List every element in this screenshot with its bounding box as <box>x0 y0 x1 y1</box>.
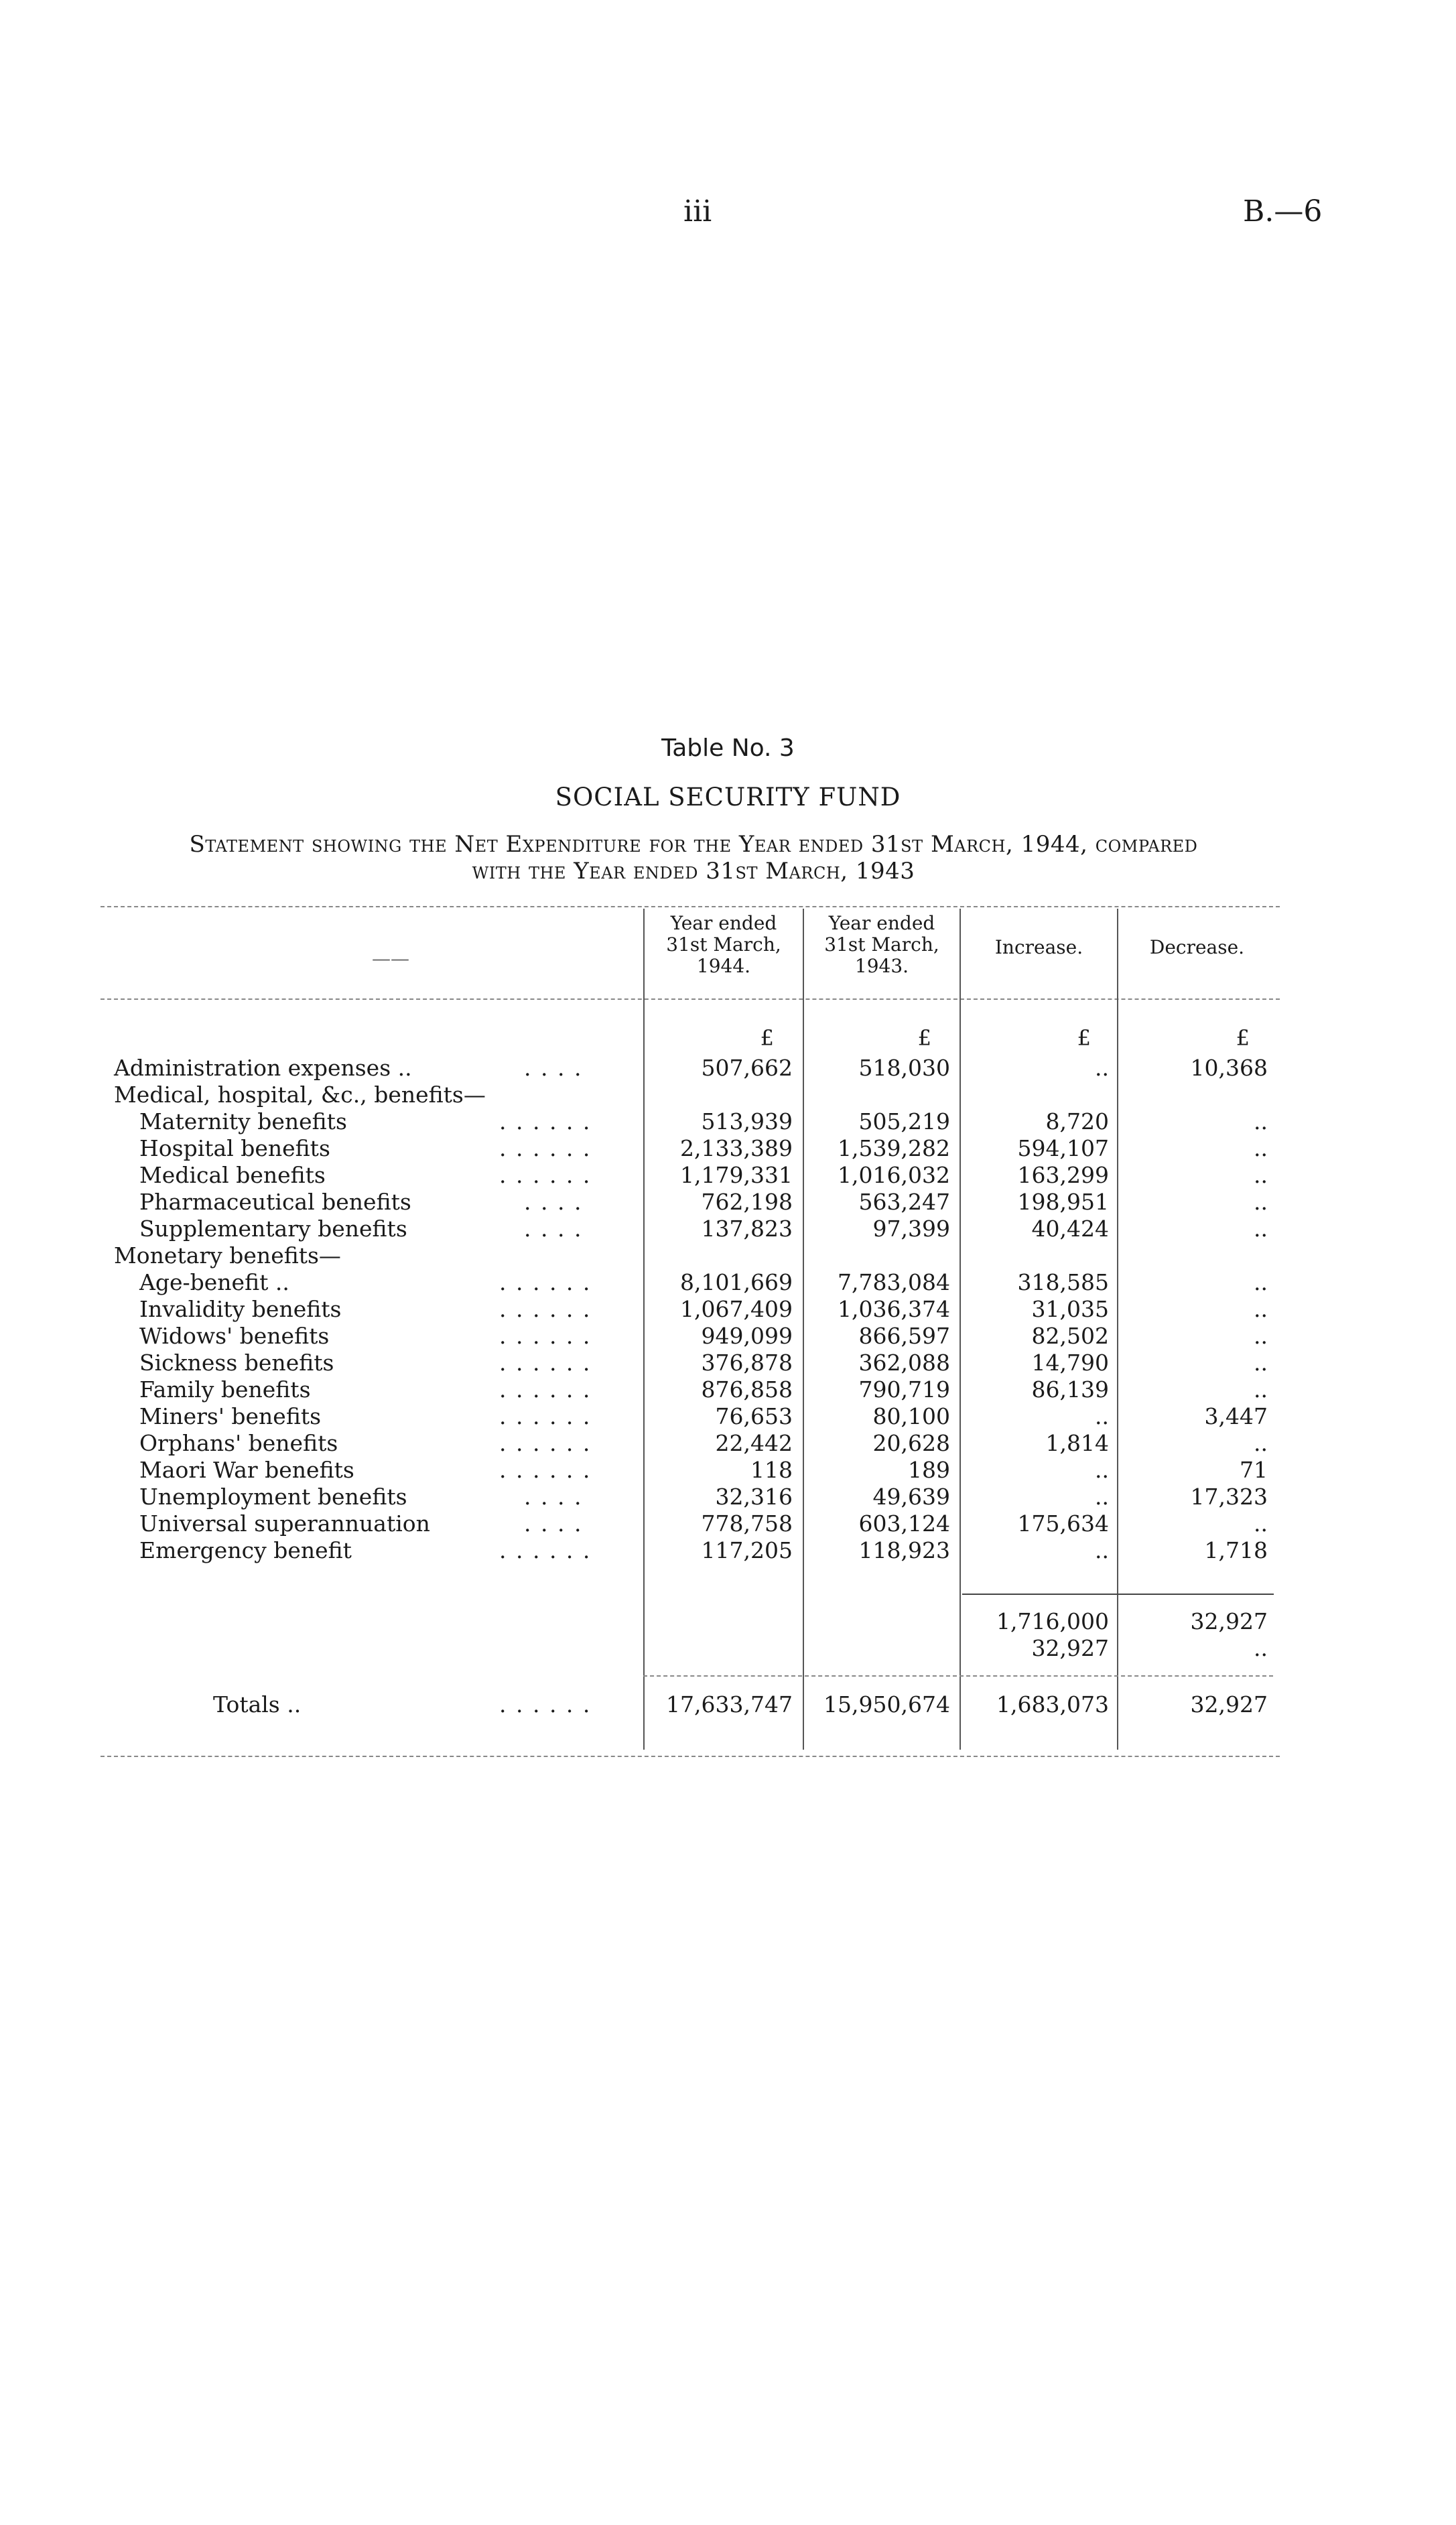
cell-increase: 594,107 <box>1017 1135 1109 1161</box>
cell-decrease: 3,447 <box>1204 1403 1268 1429</box>
statement-heading <box>101 831 1286 885</box>
table-label: Table No. 3 <box>661 734 795 762</box>
cell-1943: 20,628 <box>872 1430 950 1456</box>
cell-1943: 866,597 <box>858 1323 950 1349</box>
cell-1944: 949,099 <box>701 1323 793 1349</box>
fund-title: SOCIAL SECURITY FUND <box>555 783 901 812</box>
cell-1944: 8,101,669 <box>680 1269 793 1295</box>
cell-decrease: .. <box>1254 1216 1268 1242</box>
unit-pound: £ <box>760 1025 774 1051</box>
page-number: iii <box>683 194 712 229</box>
cell-1943: 7,783,084 <box>838 1269 950 1295</box>
row-label: Orphans' benefits <box>139 1430 338 1456</box>
cell-decrease: .. <box>1254 1510 1268 1537</box>
dot-leader: . . . . . . <box>499 1376 592 1403</box>
cell-increase: .. <box>1095 1403 1109 1429</box>
unit-pound: £ <box>1236 1025 1250 1051</box>
table-top-rule <box>101 906 1280 907</box>
cell-1944: 778,758 <box>701 1510 793 1537</box>
cell-increase: .. <box>1095 1055 1109 1081</box>
unit-pound: £ <box>1077 1025 1091 1051</box>
cell-increase: 318,585 <box>1017 1269 1109 1295</box>
dot-leader: . . . . . . <box>499 1457 592 1483</box>
cell-increase: 40,424 <box>1031 1216 1109 1242</box>
cell-increase: .. <box>1095 1457 1109 1483</box>
cell-increase: 14,790 <box>1031 1350 1109 1376</box>
cell-decrease: .. <box>1254 1430 1268 1456</box>
column-header-decrease: Decrease. <box>1149 936 1245 958</box>
cell-increase: 175,634 <box>1017 1510 1109 1537</box>
cell-1943: 790,719 <box>858 1376 950 1403</box>
row-label: Family benefits <box>139 1376 311 1403</box>
column-header-increase: Increase. <box>994 936 1083 958</box>
header-bottom-rule <box>101 998 1280 1000</box>
row-label: Hospital benefits <box>139 1135 330 1161</box>
cell-1944: 117,205 <box>701 1537 793 1563</box>
row-label: Supplementary benefits <box>139 1216 407 1242</box>
cell-1943: 505,219 <box>858 1108 950 1135</box>
blank-column-header: —— <box>372 948 409 970</box>
dot-leader: . . . . <box>524 1484 583 1510</box>
dot-leader: . . . . . . <box>499 1430 592 1456</box>
cell-decrease: .. <box>1254 1376 1268 1403</box>
cell-1943: 189 <box>908 1457 950 1483</box>
dot-leader: . . . . . . <box>499 1691 592 1718</box>
dot-leader: . . . . . . <box>499 1350 592 1376</box>
row-label: Miners' benefits <box>139 1403 322 1429</box>
dot-leader: . . . . . . <box>499 1269 592 1295</box>
dot-leader: . . . . . . <box>499 1403 592 1429</box>
section-heading-medical: Medical, hospital, &c., benefits— <box>114 1082 486 1108</box>
cell-decrease: .. <box>1254 1296 1268 1322</box>
cell-increase: 8,720 <box>1045 1108 1109 1135</box>
row-label: Universal superannuation <box>139 1510 430 1537</box>
cell-1943: 80,100 <box>872 1403 950 1429</box>
dot-leader: . . . . <box>524 1216 583 1242</box>
cell-decrease: 71 <box>1240 1457 1268 1483</box>
cell-1944: 22,442 <box>715 1430 793 1456</box>
cell-increase: .. <box>1095 1537 1109 1563</box>
column-divider-2 <box>803 909 804 1750</box>
cell-1943: 518,030 <box>858 1055 950 1081</box>
row-label: Pharmaceutical benefits <box>139 1189 411 1215</box>
row-label: Age-benefit .. <box>139 1269 289 1295</box>
cell-1944: 1,179,331 <box>680 1162 793 1188</box>
cell-increase: .. <box>1095 1484 1109 1510</box>
cell-1943: 118,923 <box>858 1537 950 1563</box>
column-header-1943: Year ended 31st March, 1943. <box>824 912 939 977</box>
cell-increase: 31,035 <box>1031 1296 1109 1322</box>
total-increase: 1,683,073 <box>996 1691 1109 1718</box>
dot-leader: . . . . <box>524 1189 583 1215</box>
cell-increase: 86,139 <box>1031 1376 1109 1403</box>
cell-1944: 513,939 <box>701 1108 793 1135</box>
total-1943: 15,950,674 <box>823 1691 950 1718</box>
subtotal-increase: 1,716,000 <box>996 1608 1109 1634</box>
statement-line-1: Statement showing the Net Expenditure for the Year ended 31st March, 1944, compared <box>189 831 1198 858</box>
cell-decrease: .. <box>1254 1323 1268 1349</box>
totals-top-rule <box>643 1675 1273 1677</box>
cell-1943: 603,124 <box>858 1510 950 1537</box>
column-divider-1 <box>643 909 645 1750</box>
column-divider-3 <box>959 909 961 1750</box>
offset-increase: 32,927 <box>1031 1635 1109 1661</box>
cell-1944: 1,067,409 <box>680 1296 793 1322</box>
row-label: Invalidity benefits <box>139 1296 342 1322</box>
cell-1944: 76,653 <box>715 1403 793 1429</box>
row-label: Sickness benefits <box>139 1350 334 1376</box>
statement-line-2: with the Year ended 31st March, 1943 <box>472 858 915 885</box>
cell-1943: 97,399 <box>872 1216 950 1242</box>
cell-1944: 876,858 <box>701 1376 793 1403</box>
cell-increase: 82,502 <box>1031 1323 1109 1349</box>
cell-1944: 32,316 <box>715 1484 793 1510</box>
cell-decrease: .. <box>1254 1189 1268 1215</box>
offset-decrease: .. <box>1254 1635 1268 1661</box>
cell-decrease: .. <box>1254 1108 1268 1135</box>
row-label: Administration expenses .. <box>114 1055 412 1081</box>
totals-label: Totals .. <box>213 1691 302 1718</box>
column-header-1944: Year ended 31st March, 1944. <box>666 912 781 977</box>
cell-decrease: 1,718 <box>1204 1537 1268 1563</box>
cell-decrease: .. <box>1254 1269 1268 1295</box>
cell-1944: 118 <box>750 1457 793 1483</box>
cell-decrease: .. <box>1254 1135 1268 1161</box>
row-label: Medical benefits <box>139 1162 326 1188</box>
cell-1943: 1,539,282 <box>838 1135 950 1161</box>
document-reference: B.—6 <box>1243 194 1323 229</box>
dot-leader: . . . . . . <box>499 1323 592 1349</box>
dot-leader: . . . . . . <box>499 1162 592 1188</box>
subtotal-rule <box>962 1594 1274 1595</box>
dot-leader: . . . . . . <box>499 1108 592 1135</box>
table-bottom-rule <box>101 1756 1280 1757</box>
row-label: Maori War benefits <box>139 1457 354 1483</box>
row-label: Unemployment benefits <box>139 1484 407 1510</box>
cell-decrease: 17,323 <box>1190 1484 1268 1510</box>
dot-leader: . . . . . . <box>499 1537 592 1563</box>
cell-1944: 376,878 <box>701 1350 793 1376</box>
subtotal-decrease: 32,927 <box>1190 1608 1268 1634</box>
dot-leader: . . . . . . <box>499 1296 592 1322</box>
cell-1944: 762,198 <box>701 1189 793 1215</box>
cell-1944: 2,133,389 <box>680 1135 793 1161</box>
cell-1944: 137,823 <box>701 1216 793 1242</box>
row-label: Widows' benefits <box>139 1323 330 1349</box>
unit-pound: £ <box>917 1025 931 1051</box>
cell-1944: 507,662 <box>701 1055 793 1081</box>
cell-1943: 563,247 <box>858 1189 950 1215</box>
row-label: Emergency benefit <box>139 1537 352 1563</box>
cell-increase: 163,299 <box>1017 1162 1109 1188</box>
column-divider-4 <box>1117 909 1118 1750</box>
dot-leader: . . . . <box>524 1055 583 1081</box>
section-heading-monetary: Monetary benefits— <box>114 1242 341 1269</box>
total-decrease: 32,927 <box>1190 1691 1268 1718</box>
cell-decrease: 10,368 <box>1190 1055 1268 1081</box>
cell-decrease: .. <box>1254 1162 1268 1188</box>
row-label: Maternity benefits <box>139 1108 347 1135</box>
cell-increase: 1,814 <box>1045 1430 1109 1456</box>
dot-leader: . . . . <box>524 1510 583 1537</box>
cell-1943: 1,036,374 <box>838 1296 950 1322</box>
cell-1943: 1,016,032 <box>838 1162 950 1188</box>
cell-decrease: .. <box>1254 1350 1268 1376</box>
cell-1943: 362,088 <box>858 1350 950 1376</box>
dot-leader: . . . . . . <box>499 1135 592 1161</box>
total-1944: 17,633,747 <box>666 1691 793 1718</box>
cell-increase: 198,951 <box>1017 1189 1109 1215</box>
cell-1943: 49,639 <box>872 1484 950 1510</box>
